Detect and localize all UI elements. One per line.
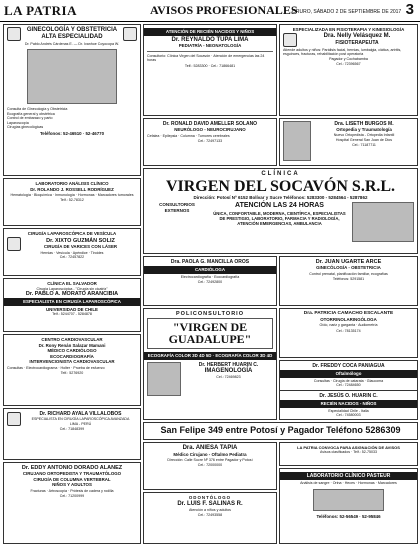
ad-ameller-text: Cefalea · Epilepsia · Columna · Tumores cerebrales (147, 133, 230, 138)
ad-cardio-center (3, 334, 141, 406)
ad-gynecology-item-5: Cirugías ginecológicas (7, 125, 44, 130)
ad-burgos (279, 118, 418, 166)
ad-policons-title: "VIRGEN DE GUADALUPE" (147, 318, 273, 349)
ad-socavon-title: VIRGEN DEL SOCAVÓN S.R.L. (165, 177, 396, 195)
ad-gynecology-item-2: Ecografía general y obstétrica (7, 111, 55, 116)
ad-laparoscopy-phone: Cel.: 72457822 (59, 254, 85, 259)
ad-coca-phone: Cel.: 72484650 (336, 383, 361, 388)
ad-gynecology (3, 24, 141, 176)
ad-gynecology-item-1: Consulta de Ginecología y Obstetricia (7, 107, 68, 112)
ad-burgos-title: Dra. LISETH BURGOS M. (334, 121, 394, 127)
ad-mancilla (143, 256, 277, 306)
ad-ugarte (279, 256, 418, 306)
ad-tupa-band: ATENCIÓN DE RECIÉN NACIDOS Y NIÑOS (144, 28, 276, 36)
ad-camacho-subtitle: OTORRINOLARINGÓLOGA (320, 316, 377, 322)
ad-lab-analysis (3, 178, 141, 226)
ad-camacho (279, 308, 418, 358)
ad-dorado-doctor: Dr. EDDY ANTONIO DORADO ALANEZ (21, 465, 123, 471)
ad-odonto-text: Atención a niños y adultos (189, 508, 231, 513)
ad-socavon-address: Dirección: Potosí Nº 6152 Bolívar y Sucre Teléfonos: 5283300 - 5284564 - 5287862 (193, 194, 368, 200)
ad-mancilla-subtitle: CARDIÓLOGA (144, 266, 276, 274)
ad-velasquez-subtitle: FISIOTERAPEUTA (335, 39, 379, 46)
ad-burgos-phone: Cel.: 71187711 (352, 142, 376, 147)
section-title: AVISOS PROFESIONALES (150, 3, 298, 17)
ad-velasquez-text: Atiende adultos y niños: Parálisis facial, hernias, lumbalgia, ciática, artritis, esguinces, fracturas, rehabilitación post operatoria (283, 47, 402, 56)
ad-policons-pre: POLICONSULTORIO (176, 311, 244, 317)
ad-banner-text: San Felipe 349 entre Potosí y Pagador Teléfono 5286309 (160, 425, 401, 435)
ad-policons-phone: Cel.: 72469823 (216, 375, 241, 380)
ad-mancilla-title: Dra. PAOLA G. MANCILLA OROS (170, 259, 250, 265)
ad-laparoscopy-doctor: Dr. XIXTO GUZMÁN SOLIZ (46, 237, 115, 244)
ad-socavon-photo (352, 202, 414, 242)
ad-jesus-band: RECIÉN NACIDOS - NIÑOS (280, 400, 417, 408)
issue-date: ORURO, SÁBADO 2 DE SEPTIEMBRE DE 2017 (292, 9, 402, 15)
ad-socavon-services: ÚNICA, CONFORTABLE, MODERNA, CIENTÍFICA, ESPECIALISTAS DE PRESTIGIO, LABORATORIO, FARMACIA Y RADIOLOGÍA, ATENCIÓN EMERGENCIAS, AMBULANCIA (213, 210, 346, 227)
ad-jesus-spec: Especialidad Chile - Italia (328, 408, 369, 413)
ad-ayala-phone: Cel.: 71848399 (59, 427, 85, 432)
ad-gynecology-item-4: Laparoscopía (7, 120, 29, 125)
ad-tupa (143, 24, 277, 116)
ad-socavon-hours: ATENCIÓN LAS 24 HORAS (235, 202, 324, 210)
ad-tupa-subtitle: PEDIATRÍA - NEONATOLOGÍA (178, 43, 242, 49)
ad-policons-doctor: Dr. HERBERT HUARIN C. (198, 361, 259, 368)
ad-pasteur (279, 468, 418, 544)
ad-camacho-phone: Cel.: 78135174 (336, 328, 361, 333)
ad-dorado (3, 462, 141, 544)
ad-dorado-spec-3: NIÑOS Y ADULTOS (52, 482, 92, 488)
ad-burgos-text: Hospital General San Juan de Dios (335, 138, 393, 143)
ad-patria-notice (279, 442, 418, 466)
ad-camacho-title: Dra. PATRICIA CAMACHO ESCALANTE (303, 311, 394, 316)
ad-banner-san-felipe (143, 422, 418, 440)
ad-ameller (143, 118, 277, 166)
ad-tapia-title: Dra. ANIESA TAPIA (182, 445, 238, 451)
ad-policons-photo (147, 362, 181, 396)
ad-tupa-text: Consultorio: Clínica Virgen del Socavón · Atención de emergencias las 24 horas (147, 53, 265, 63)
ad-lab-phone: Telf.: 52-78312 (60, 198, 84, 203)
ad-velasquez-header: ESPECIALIZADA EN FISIOTERAPIA Y KINESIOLOGÍA (292, 27, 405, 32)
ad-jesus-title: Dr. JESÚS O. HUARIN C. (319, 393, 378, 399)
ad-socavon-side: CONSULTORIOS EXTERNOS (159, 202, 195, 213)
ad-dorado-spec-2: CIRUGÍA DE COLUMNA VERTEBRAL (33, 476, 111, 482)
ad-clinica-doctor: Dr. PABLO A. MORATO ARANCIBIA (25, 290, 119, 297)
ad-cardio-doctor: Dr. Rony Renán Salazar Mamani (38, 342, 106, 348)
ad-ugarte-text: Control prenatal, planificación familiar, ecografías (309, 271, 388, 276)
ad-laparoscopy-title: CIRUGÍA LAPAROSCÓPICA DE VESÍCULA (27, 231, 117, 236)
ad-cardio-spec-2: ECOCARDIOGRAFÍA (50, 353, 94, 359)
ad-policons-spec: IMAGENOLOGÍA (204, 367, 253, 374)
ad-odonto-title: Dr. LUIS F. SALINAS R. (177, 500, 243, 507)
hospital-logo-icon (7, 27, 21, 41)
ad-odonto-pre: ODONTÓLOGO (188, 495, 232, 500)
ad-lab-doctor: Dr. ROLANDO J. ROSSELL RODRÍGUEZ (30, 186, 114, 192)
ad-burgos-spec-2: Nuevo Ortopedista - Ortopedia Infantil (333, 132, 395, 137)
ad-pasteur-text: Análisis de sangre · Orina · Heces · Hormonas · Marcadores (300, 481, 397, 486)
ad-policonsultorio (143, 308, 277, 420)
newspaper-brand: LA PATRIA (4, 3, 77, 18)
ad-gynecology-photo (27, 49, 117, 104)
ad-laparoscopy-subtitle: CIRUGÍA DE VARICES CON LÁSER (43, 243, 118, 249)
ad-ugarte-subtitle: GINECÓLOGÍA - OBSTETRICIA (316, 265, 381, 271)
ad-burgos-photo (283, 121, 311, 161)
ad-ameller-subtitle: NEURÓLOGO - NEUROCIRUJANO (174, 127, 246, 133)
ad-patria-notice-text: LA PATRIA CONVOCA PARA ASIGNACIÓN DE AVISOS (297, 445, 400, 450)
page-number: 3 (405, 1, 414, 18)
ad-laparoscopy-text: Hernias · Vesícula · Apéndice · Tiroides (40, 250, 104, 255)
ad-ayala (3, 408, 141, 460)
ad-clinica-salvador (3, 278, 141, 332)
ad-ugarte-title: Dr. JUAN UGARTE ARCE (315, 259, 382, 265)
ad-lab-text: Hematología · Bioquímica · Inmunología · Hormonas · Marcadores tumorales (10, 193, 134, 197)
ad-coca-title: Dr. FREDDY COCA PANIAGUA (312, 363, 385, 369)
ad-odonto-phone: Cel.: 72493558 (197, 512, 223, 517)
ad-mancilla-phone: Cel.: 72492800 (197, 280, 223, 285)
ad-pasteur-phone: Teléfonos: 52-56549 · 52-95846 (316, 513, 381, 519)
surgery-logo-icon (7, 412, 21, 426)
ad-mancilla-text: Electrocardiografía · Ecocardiografía (180, 274, 240, 279)
ad-cardio-phone: Telf.: 5276920 (60, 370, 84, 375)
ad-ayala-doctor: Dr. RICHARD AYALA VILLALOBOS (39, 411, 122, 417)
ad-tupa-title: Dr. REYNALDO TUPA LIMA (171, 36, 249, 43)
ad-socavon-pre: CLÍNICA (261, 171, 300, 177)
ad-cardio-title: CENTRO CARDIOVASCULAR (41, 337, 103, 342)
ad-clinica-univ: UNIVERSIDAD DE CHILE (46, 306, 98, 312)
ad-jesus-huarin (279, 390, 418, 420)
ad-socavon (143, 168, 418, 254)
ad-patria-notice-sub: Avisos clasificados · Telf.: 52-75033 (320, 450, 377, 454)
ad-burgos-spec-1: Ortopedia y Traumatología (336, 127, 392, 133)
ad-laparoscopy (3, 228, 141, 276)
ad-clinica-subtitle: Cirugía Laparoscópica - "Cirugía sin cicatriz" (36, 286, 108, 291)
ad-cardio-spec-1: MÉDICO CARDIÓLOGO (47, 348, 97, 353)
medical-logo-icon (7, 237, 21, 251)
ad-coca-text: Consultas · Cirugía de catarata · Glaucoma (313, 378, 384, 383)
ad-cardio-text: Consultas · Electrocardiograma · Holter · Prueba de esfuerzo (7, 365, 105, 370)
ad-dorado-phone: Cel.: 71200999 (59, 494, 85, 499)
ad-velasquez (279, 24, 418, 116)
ad-tupa-phone: Telf.: 5283300 · Cel.: 71866481 (184, 63, 236, 68)
ad-ayala-place: LIMA - PERÚ (69, 421, 92, 426)
ad-velasquez-address: Pagador y Cochabamba (329, 57, 368, 62)
ad-ameller-title: Dr. RONALD DAVID AMELLER SOLANO (162, 121, 258, 127)
ad-tapia (143, 442, 277, 490)
ad-ugarte-phone: Teléfonos: 5291581 (332, 277, 365, 282)
ad-ayala-spec: ESPECIALISTA EN CIRUGÍA LAPAROSCÓPICA AVANZADA (31, 417, 130, 422)
ad-velasquez-phone: Cel.: 72396567 (336, 61, 361, 66)
ad-lab-title: LABORATORIO ANÁLISIS CLÍNICO (35, 181, 109, 186)
ad-tapia-subtitle: Médico Cirujano - Oftalmo Pediatra (173, 451, 247, 457)
page-header (0, 0, 420, 22)
ad-clinica-title: CLÍNICA EL SALVADOR (47, 281, 97, 286)
ad-gynecology-item-3: Control de embarazo y parto (7, 116, 53, 121)
ad-camacho-text: Oído, nariz y garganta · Audiometría (319, 323, 378, 328)
ad-dorado-text: Fracturas · Artroscopía · Prótesis de cadera y rodilla (30, 488, 114, 493)
ad-gynecology-phone: Teléfonos: 52-46510 · 52-46770 (39, 130, 105, 136)
ad-tapia-text: Dirección: Calle Sucre Nº 376 entre Pagador y Potosí (167, 458, 253, 463)
ad-cardio-spec-3: INTERVENCIONISTA CARDIOVASCULAR (29, 359, 115, 364)
ad-pasteur-title: LABORATORIO CLÍNICO PASTEUR (280, 472, 417, 480)
ad-dorado-spec-1: CIRUJANO ORTOPEDISTA Y TRAUMATÓLOGO (22, 471, 122, 477)
university-logo-icon (123, 27, 137, 41)
ad-policons-band: ECOGRAFÍA COLOR 3D 4D 5D · ECOGRAFÍA COLOR 3D 4D (144, 352, 276, 360)
ad-gynecology-doctors: Dr. Pablo Andrés Cárdenas E. — Dr. Ivanhoe Coyocopa W. (24, 42, 120, 46)
ad-ameller-phone: Cel.: 72497133 (197, 139, 223, 144)
ad-jesus-phone: Cel.: 74580003 (336, 413, 361, 418)
ad-clinica-band: ESPECIALISTA EN CIRUGÍA LAPAROSCÓPICA (4, 298, 140, 306)
ad-coca-subtitle: Oftalmólogo (280, 370, 417, 378)
ad-tapia-phone: Cel.: 72000000 (197, 462, 223, 467)
ad-pasteur-photo (313, 489, 384, 511)
physio-logo-icon (283, 33, 297, 47)
ad-velasquez-title: Dra. Nelly Velásquez M. (323, 33, 391, 40)
ad-gynecology-title: GINECOLOGÍA Y OBSTETRICIA ALTA ESPECIALIDAD (26, 27, 118, 40)
ad-clinica-phone: Telf.: 5244707 - 5284878 (52, 312, 92, 317)
ad-odonto (143, 492, 277, 544)
